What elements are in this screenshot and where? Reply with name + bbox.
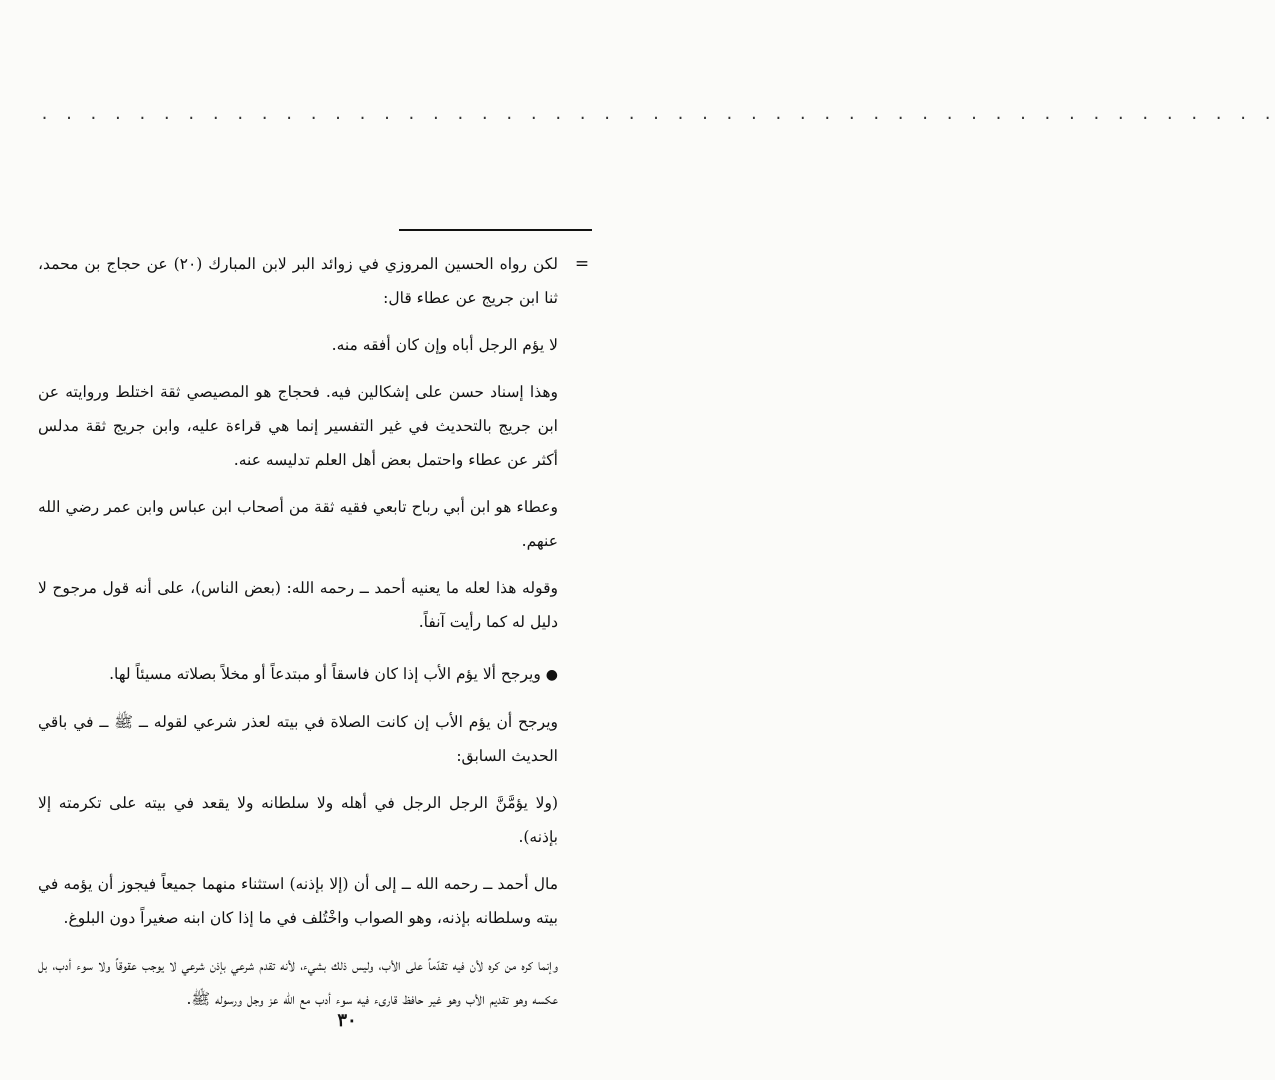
paragraph-9: مال أحمد ــ رحمه الله ــ إلى أن (إلا بإذنه) استثناء منهما جميعاً فيجوز أن يؤمه في بيته وسلطانه بإذنه، وهو الصواب واخْتُلف في ما إذا كان ابنه صغيراً دون البلوغ. [38,875,558,927]
paragraph-6 [38,657,558,692]
dotted-separator: . . . . . . . . . . . . . . . . . . . . . . . . . . . . . . . . . . . . . . . . . . . . . . . . . . . [40,105,1275,123]
footnote-body [38,247,558,1029]
paragraph-10: وإنما كره من كره لأن فيه تقدّماً على الأب، وليس ذلك بشيء، لأنه تقدم شرعي بإذن شرعي لا يوجب عقوقاً ولا سوء أدب، بل عكسه وهو تقديم الأب وهو غير حافظ قارىء فيه سوء أدب مع الله عز وجل ورسوله ﷺ. [38,956,558,1008]
paragraph-8: (ولا يؤمَّنَّ الرجل الرجل في أهله ولا سلطانه ولا يقعد في بيته على تكرمته إلا بإذنه). [38,794,558,846]
paragraph-6-text: ويرجح ألا يؤم الأب إذا كان فاسقاً أو مبتدعاً أو مخلاً بصلاته مسيئاً لها. [109,665,541,683]
paragraph-4: وعطاء هو ابن أبي رباح تابعي فقيه ثقة من أصحاب ابن عباس وابن عمر رضي الله عنهم. [38,498,558,550]
paragraph-7: ويرجح أن يؤم الأب إن كانت الصلاة في بيته لعذر شرعي لقوله ــ ﷺ ــ في باقي الحديث السابق: [38,713,558,765]
footnote-rule [399,229,592,231]
paragraph-1: لكن رواه الحسين المروزي في زوائد البر لابن المبارك (٢٠) عن حجاج بن محمد، ثنا ابن جريج عن عطاء قال: [38,255,558,307]
paragraph-5: وقوله هذا لعله ما يعنيه أحمد ــ رحمه الله: (بعض الناس)، على أنه قول مرجوح لا دليل له كما رأيت آنفاً. [38,579,558,631]
paragraph-3: وهذا إسناد حسن على إشكالين فيه. فحجاج هو المصيصي ثقة اختلط وروايته عن ابن جريج بالتحديث في غير التفسير إنما هي قراءة عليه، وابن جريج ثقة مدلس أكثر عن عطاء واحتمل بعض أهل العلم تدليسه عنه. [38,383,558,469]
bullet-icon: ● [545,667,558,683]
footnote-continuation-marker: = [574,254,590,274]
page-number: ٣٠ [337,1010,357,1031]
paragraph-2: لا يؤم الرجل أباه وإن كان أفقه منه. [331,336,558,354]
